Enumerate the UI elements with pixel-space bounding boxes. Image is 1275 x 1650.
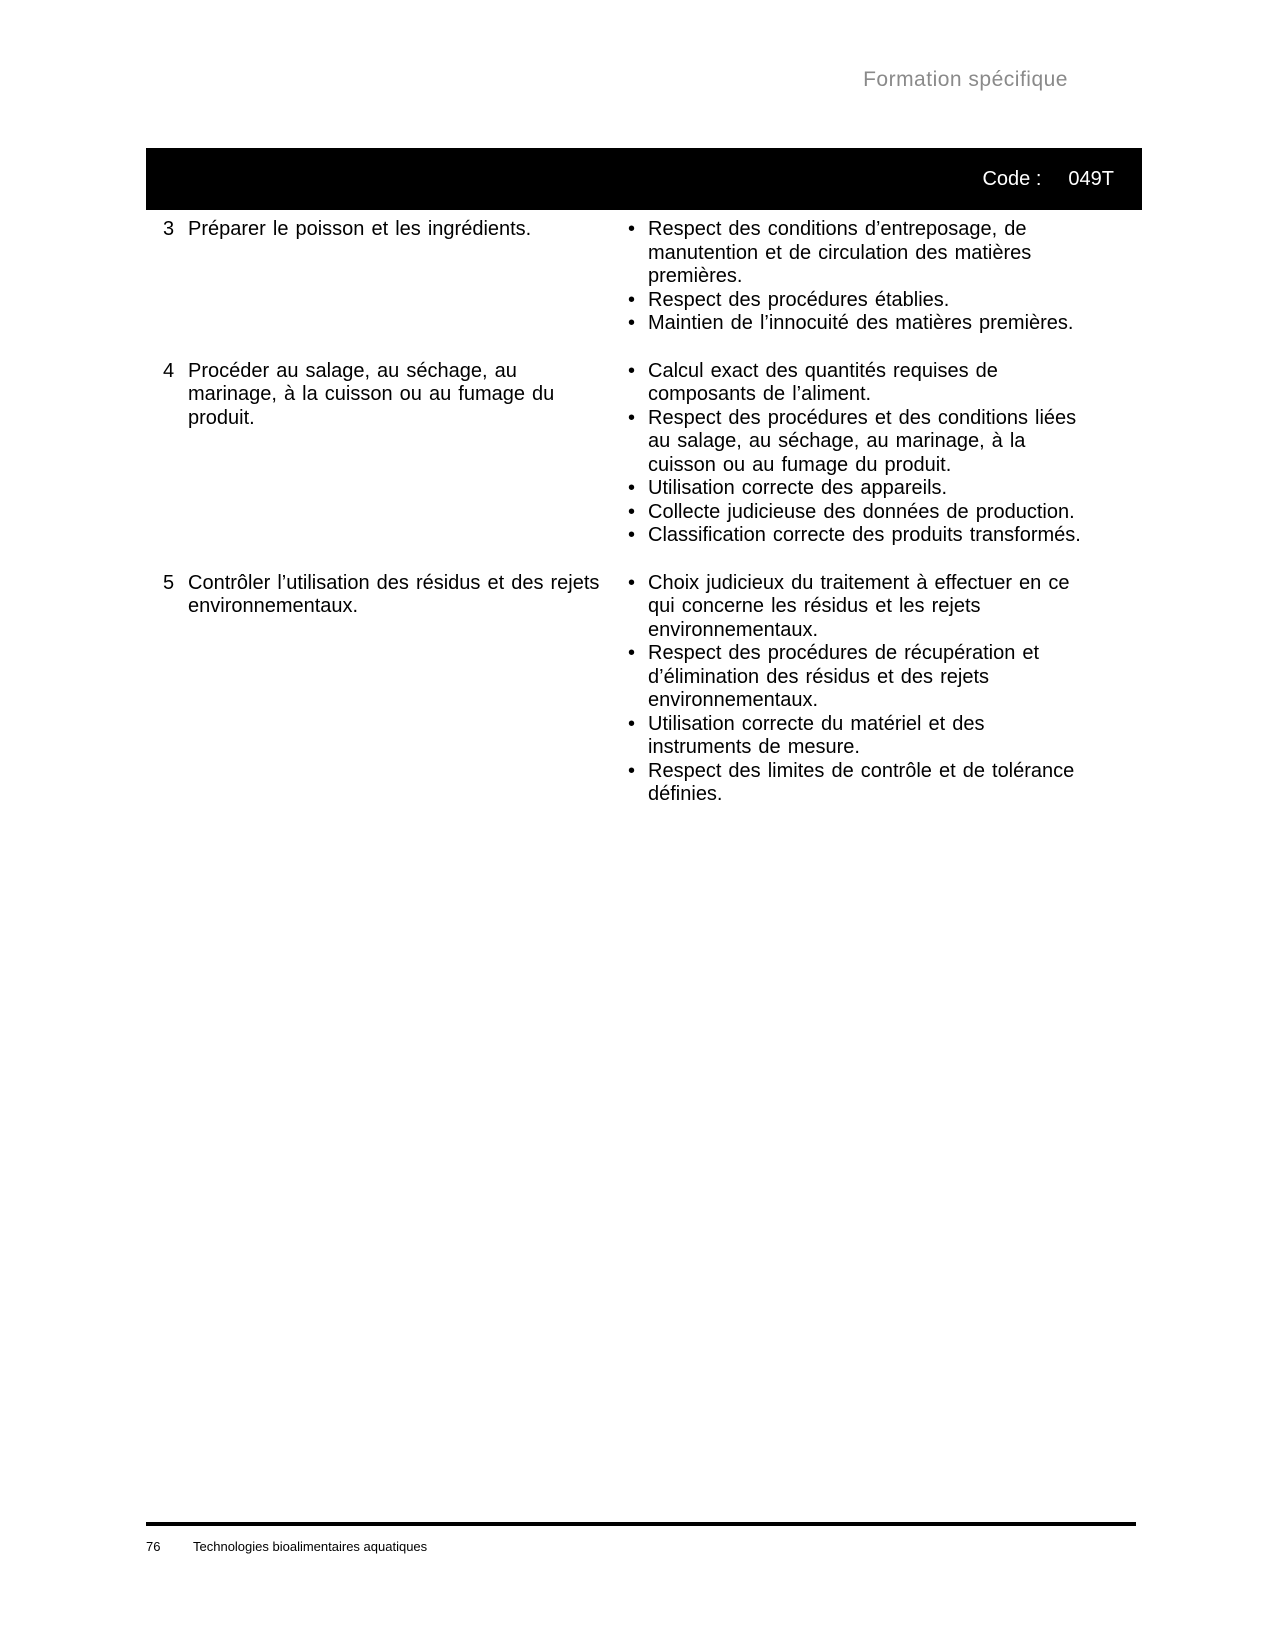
code-banner bbox=[146, 148, 1142, 210]
footer-text bbox=[146, 1539, 1136, 1554]
behavior-cell bbox=[163, 360, 625, 431]
criterion-item: • Respect des procédures et des conditions liées au salage, au séchage, au marinage, à la cuisson ou au fumage du produit. bbox=[625, 407, 1085, 478]
behavior-cell bbox=[163, 572, 625, 619]
criterion-item: • Classification correcte des produits transformés. bbox=[625, 524, 1085, 548]
criterion-item: • Respect des procédures établies. bbox=[625, 289, 1085, 313]
criterion-item: • Maintien de l’innocuité des matières premières. bbox=[625, 312, 1085, 336]
criteria-cell bbox=[625, 218, 1085, 336]
criteria-cell bbox=[625, 360, 1085, 548]
criterion-item: • Calcul exact des quantités requises de composants de l’aliment. bbox=[625, 360, 1085, 407]
criteria-list bbox=[625, 572, 1085, 807]
item-statement: Contrôler l’utilisation des résidus et des rejets environnementaux. bbox=[188, 571, 600, 617]
behavior-cell bbox=[163, 218, 625, 242]
table-row bbox=[163, 572, 1085, 807]
criterion-item: • Respect des procédures de récupération et d’élimination des résidus et des rejets environnementaux. bbox=[625, 642, 1085, 713]
code-label: Code : bbox=[982, 167, 1042, 190]
criterion-item: • Utilisation correcte du matériel et des instruments de mesure. bbox=[625, 713, 1085, 760]
criteria-list bbox=[625, 360, 1085, 548]
competency-table bbox=[163, 218, 1085, 831]
item-number: 4 bbox=[163, 359, 175, 382]
item-statement: Procéder au salage, au séchage, au marinage, à la cuisson ou au fumage du produit. bbox=[188, 359, 555, 429]
page-footer bbox=[146, 1522, 1136, 1554]
table-row bbox=[163, 360, 1085, 548]
section-header: Formation spécifique bbox=[863, 68, 1068, 91]
item-number: 5 bbox=[163, 571, 175, 594]
page-number: 76 bbox=[146, 1539, 161, 1554]
criterion-item: • Respect des conditions d’entreposage, de manutention et de circulation des matières premières. bbox=[625, 218, 1085, 289]
criteria-list bbox=[625, 218, 1085, 336]
footer-rule bbox=[146, 1522, 1136, 1526]
criterion-item: • Collecte judicieuse des données de production. bbox=[625, 501, 1085, 525]
table-row bbox=[163, 218, 1085, 336]
item-statement: Préparer le poisson et les ingrédients. bbox=[188, 218, 532, 240]
criterion-item: • Utilisation correcte des appareils. bbox=[625, 477, 1085, 501]
item-number: 3 bbox=[163, 218, 175, 240]
criteria-cell bbox=[625, 572, 1085, 807]
criterion-item: • Choix judicieux du traitement à effectuer en ce qui concerne les résidus et les rejets environnementaux. bbox=[625, 572, 1085, 643]
document-title: Technologies bioalimentaires aquatiques bbox=[193, 1539, 428, 1554]
code-value: 049T bbox=[1068, 167, 1114, 190]
criterion-item: • Respect des limites de contrôle et de tolérance définies. bbox=[625, 760, 1085, 807]
